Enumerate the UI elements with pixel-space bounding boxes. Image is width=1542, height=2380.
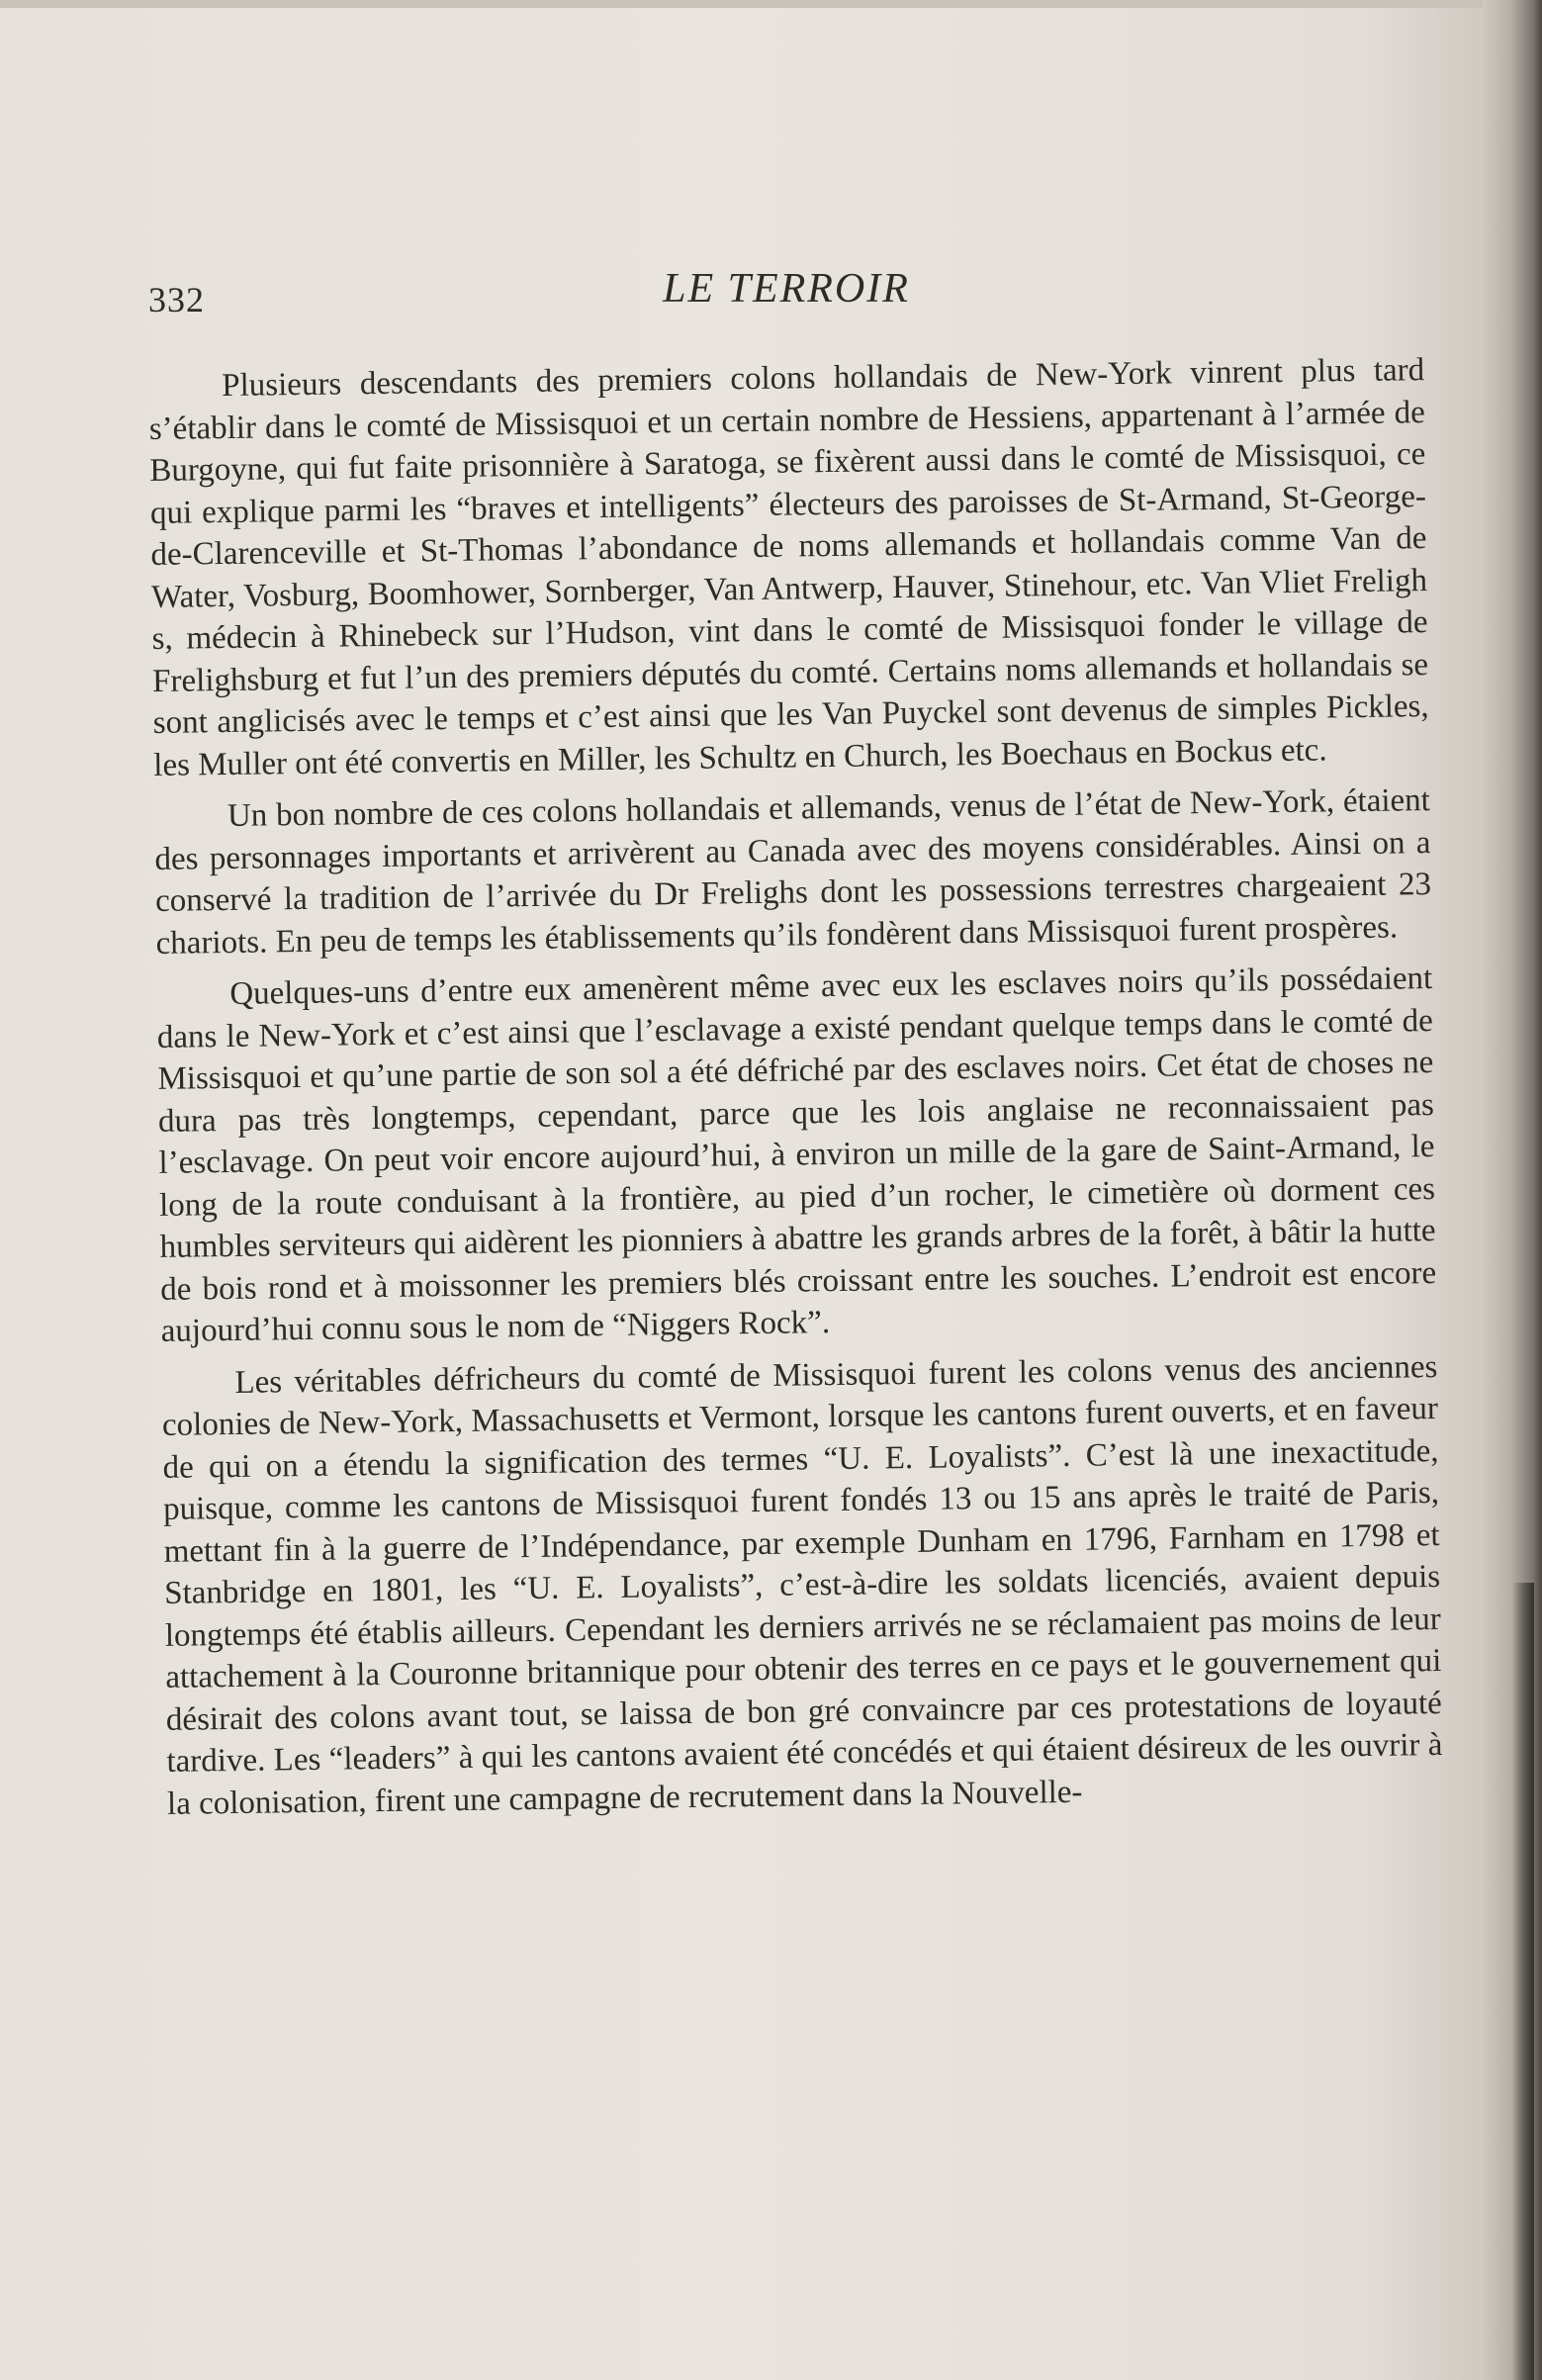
body-text bbox=[148, 349, 1443, 1835]
running-title: LE TERROIR bbox=[663, 266, 910, 312]
book-spine-shadow bbox=[1483, 0, 1542, 2380]
paragraph: Plusieurs descendants des premiers colons hollandais de New-York vinrent plus tard s’établir dans le comté de Missisquoi et un certain nombre de Hessiens, appartenant à l’armée de Burgoyne, qui fut faite prisonnière à Saratoga, se fixèrent aussi dans le comté de Missisquoi, ce qui explique parmi les “braves et intelligents” électeurs des paroisses de St-Armand, St-George-de-Clarenceville et St-Thomas l’abondance de noms allemands et hollandais comme Van de Water, Vosburg, Boomhower, Sornberger, Van Antwerp, Hauver, Stinehour, etc. Van Vliet Freligh s, médecin à Rhinebeck sur l’Hudson, vint dans le comté de Missisquoi fonder le village de Frelighsburg et fut l’un des premiers députés du comté. Certains noms allemands et hollandais se sont anglicisés avec le temps et c’est ainsi que les Van Puyckel sont devenus de simples Pickles, les Muller ont été convertis en Miller, les Schultz en Church, les Boechaus en Bockus etc. bbox=[148, 352, 1429, 783]
page-header bbox=[148, 265, 1424, 324]
gutter-shadow bbox=[1512, 1583, 1534, 2380]
paragraph: Un bon nombre de ces colons hollandais et allemands, venus de l’état de New-York, étaient des personnages importants et arrivèrent au Canada avec des moyens considérables. Ainsi on a conservé la tradition de l’arrivée du Dr Frelighs dont les possessions terrestres chargeaient 23 chariots. En peu de temps les établissements qu’ils fondèrent dans Missisquoi furent prospères. bbox=[154, 782, 1432, 961]
paragraph: Quelques-uns d’entre eux amenèrent même avec eux les esclaves noirs qu’ils possédaient dans le New-York et c’est ainsi que l’esclavage a existé pendant quelque temps dans le comté de Missisquoi et qu’une partie de son sol a été défriché par des esclaves noirs. Cet état de choses ne dura pas très longtemps, cependant, parce que les lois anglaise ne reconnaissaient pas l’esclavage. On peut voir encore aujourd’hui, à environ un mille de la gare de Saint-Armand, le long de la route conduisant à la frontière, au pied d’un rocher, le cimetière où dorment ces humbles serviteurs qui aidèrent les pionniers à abattre les grands arbres de la forêt, à bâtir la hutte de bois rond et à moissonner les premiers blés croissant entre les souches. L’endroit est encore aujourd’hui connu sous le nom de “Niggers Rock”. bbox=[156, 961, 1437, 1349]
paragraph: Les véritables défricheurs du comté de Missisquoi furent les colons venus des anciennes colonies de New-York, Massachusetts et Vermont, lorsque les cantons furent ouverts, et en faveur de qui on a étendu la signification des termes “U. E. Loyalists”. C’est là une inexactitude, puisque, comme les cantons de Missisquoi furent fondés 13 ou 15 ans après le traité de Paris, mettant fin à la guerre de l’Indépendance, par exemple Dunham en 1796, Farnham en 1798 et Stanbridge en 1801, les “U. E. Loyalists”, c’est-à-dire les soldats licenciés, avaient depuis longtemps été établis ailleurs. Cependant les derniers arrivés ne se réclamaient pas moins de leur attachement à la Couronne britannique pour obtenir des terres en ce pays et le gouvernement qui désirait des colons avant tout, se laissa de bon gré convaincre par ces protestations de loyauté tardive. Les “leaders” à qui les cantons avaient été concédés et qui étaient désireux de les ouvrir à la colonisation, firent une campagne de recrutement dans la Nouvelle- bbox=[161, 1348, 1443, 1822]
page-number: 332 bbox=[148, 280, 205, 320]
